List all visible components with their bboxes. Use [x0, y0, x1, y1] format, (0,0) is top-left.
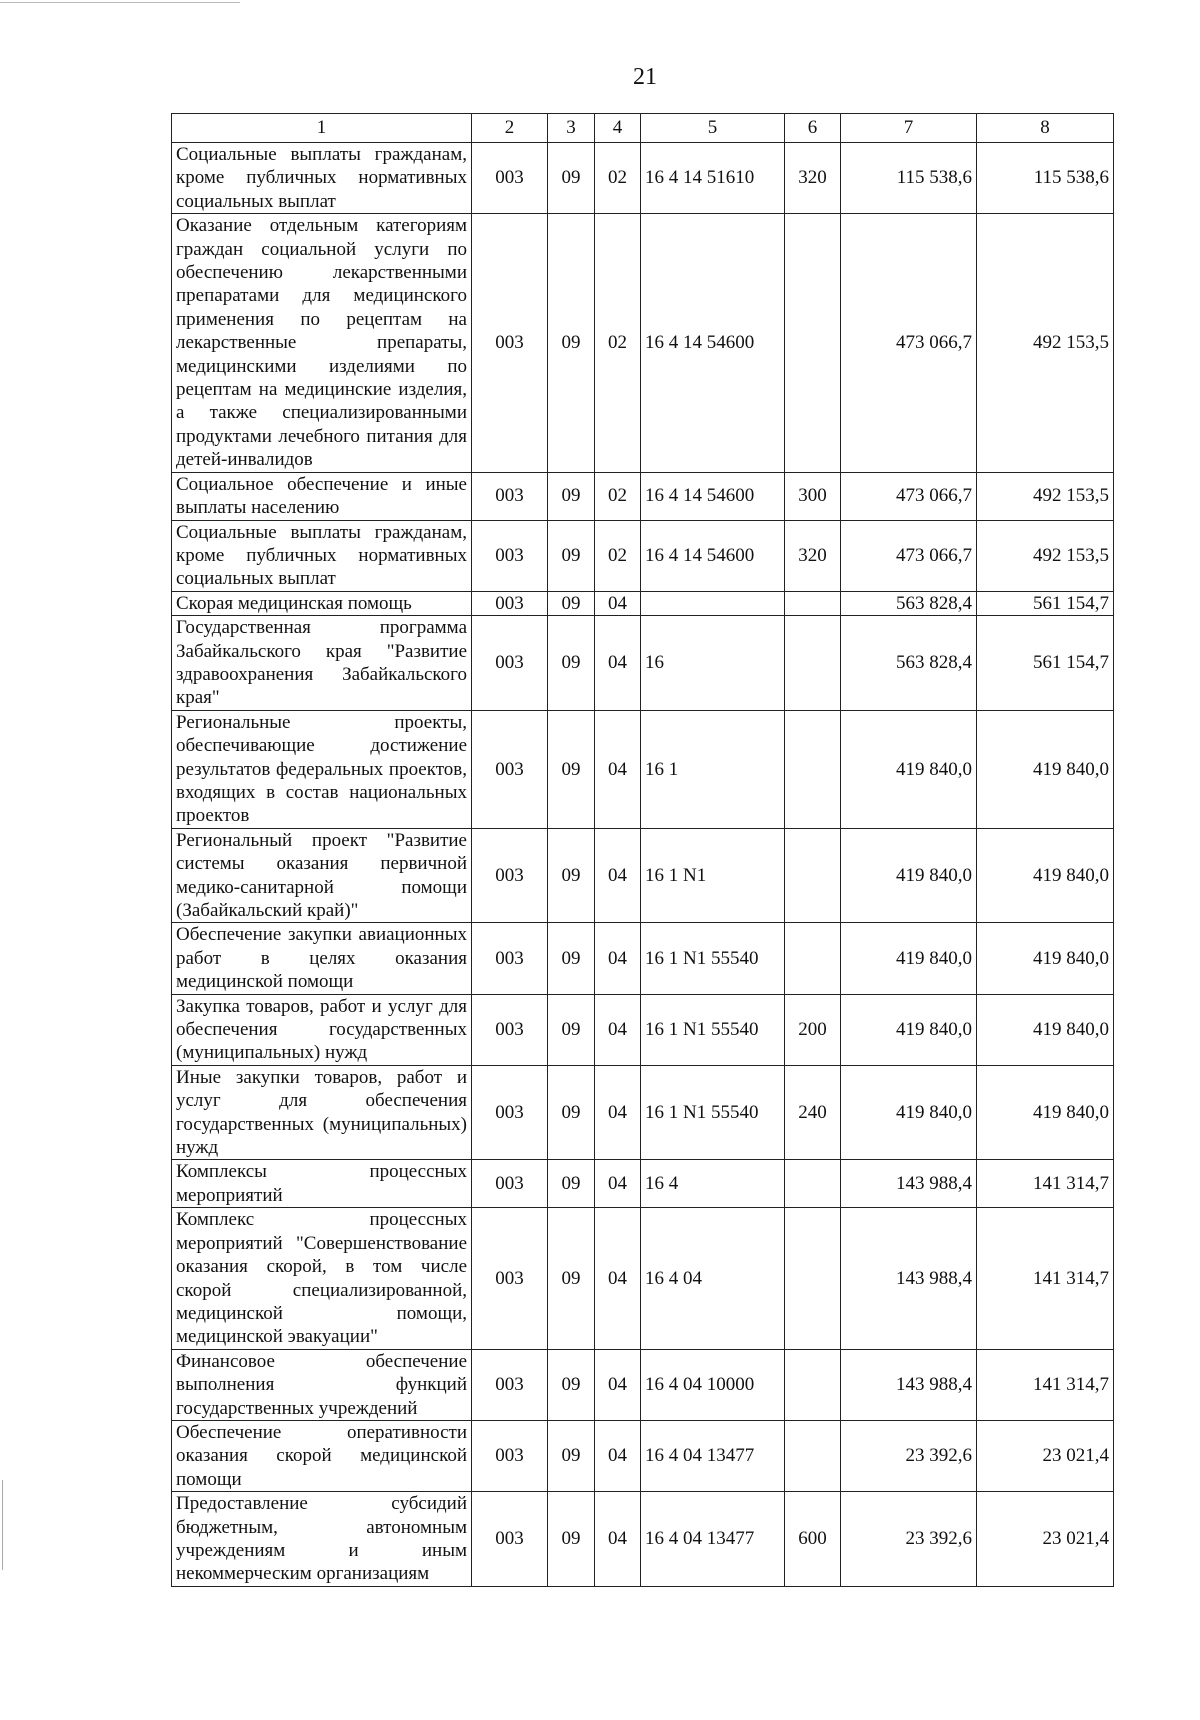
page-number: 21 [633, 64, 657, 90]
expense-type-cell [785, 1349, 841, 1420]
admin-code-cell: 003 [472, 923, 548, 994]
amount-year2-cell: 23 021,4 [977, 1492, 1114, 1587]
table-row [172, 591, 1114, 615]
amount-year1-cell: 419 840,0 [841, 994, 977, 1065]
expense-type-cell [785, 923, 841, 994]
admin-code-cell: 003 [472, 828, 548, 923]
subsection-cell: 04 [595, 828, 641, 923]
amount-year1-cell: 473 066,7 [841, 214, 977, 472]
column-header: 3 [548, 114, 595, 143]
amount-year2-cell: 419 840,0 [977, 828, 1114, 923]
target-article-cell: 16 4 04 [641, 1208, 785, 1349]
target-article-cell: 16 4 14 54600 [641, 520, 785, 591]
admin-code-cell: 003 [472, 616, 548, 711]
amount-year2-cell: 492 153,5 [977, 520, 1114, 591]
row-name-cell: Финансовое обеспечение выполнения функций государственных учреждений [172, 1349, 472, 1420]
target-article-cell: 16 4 14 51610 [641, 143, 785, 214]
row-name-cell: Региональный проект "Развитие системы оказания первичной медико-санитарной помощи (Забайкальский край)" [172, 828, 472, 923]
amount-year1-cell: 143 988,4 [841, 1349, 977, 1420]
section-cell: 09 [548, 1160, 595, 1208]
expense-type-cell: 320 [785, 143, 841, 214]
table-row [172, 616, 1114, 711]
table-row [172, 1065, 1114, 1160]
column-header: 2 [472, 114, 548, 143]
row-name-cell: Региональные проекты, обеспечивающие достижение результатов федеральных проектов, входящих в состав национальных проектов [172, 710, 472, 828]
amount-year1-cell: 143 988,4 [841, 1160, 977, 1208]
expense-type-cell [785, 616, 841, 711]
amount-year1-cell: 563 828,4 [841, 591, 977, 615]
amount-year2-cell: 419 840,0 [977, 923, 1114, 994]
amount-year1-cell: 563 828,4 [841, 616, 977, 711]
expense-type-cell: 320 [785, 520, 841, 591]
expense-type-cell: 300 [785, 472, 841, 520]
row-name-cell: Иные закупки товаров, работ и услуг для обеспечения государственных (муниципальных) нужд [172, 1065, 472, 1160]
amount-year1-cell: 419 840,0 [841, 1065, 977, 1160]
subsection-cell: 04 [595, 710, 641, 828]
column-header: 7 [841, 114, 977, 143]
expense-type-cell [785, 214, 841, 472]
amount-year2-cell: 561 154,7 [977, 591, 1114, 615]
section-cell: 09 [548, 520, 595, 591]
amount-year2-cell: 492 153,5 [977, 472, 1114, 520]
section-cell: 09 [548, 1492, 595, 1587]
amount-year2-cell: 23 021,4 [977, 1420, 1114, 1491]
scan-artifact-top [0, 2, 240, 3]
admin-code-cell: 003 [472, 591, 548, 615]
admin-code-cell: 003 [472, 994, 548, 1065]
admin-code-cell: 003 [472, 520, 548, 591]
admin-code-cell: 003 [472, 143, 548, 214]
amount-year2-cell: 141 314,7 [977, 1208, 1114, 1349]
amount-year1-cell: 473 066,7 [841, 472, 977, 520]
admin-code-cell: 003 [472, 214, 548, 472]
target-article-cell: 16 4 04 13477 [641, 1492, 785, 1587]
section-cell: 09 [548, 591, 595, 615]
subsection-cell: 04 [595, 923, 641, 994]
admin-code-cell: 003 [472, 1208, 548, 1349]
expense-type-cell [785, 1420, 841, 1491]
row-name-cell: Социальные выплаты гражданам, кроме публичных нормативных социальных выплат [172, 143, 472, 214]
admin-code-cell: 003 [472, 1420, 548, 1491]
target-article-cell: 16 1 N1 55540 [641, 1065, 785, 1160]
subsection-cell: 04 [595, 994, 641, 1065]
column-header: 5 [641, 114, 785, 143]
amount-year2-cell: 419 840,0 [977, 1065, 1114, 1160]
subsection-cell: 02 [595, 143, 641, 214]
target-article-cell: 16 1 N1 55540 [641, 923, 785, 994]
subsection-cell: 04 [595, 591, 641, 615]
section-cell: 09 [548, 616, 595, 711]
row-name-cell: Обеспечение закупки авиационных работ в целях оказания медицинской помощи [172, 923, 472, 994]
subsection-cell: 04 [595, 616, 641, 711]
subsection-cell: 02 [595, 472, 641, 520]
subsection-cell: 04 [595, 1065, 641, 1160]
row-name-cell: Скорая медицинская помощь [172, 591, 472, 615]
row-name-cell: Комплекс процессных мероприятий "Совершенствование оказания скорой, в том числе скорой специализированной, медицинской помощи, медицинской эвакуации" [172, 1208, 472, 1349]
section-cell: 09 [548, 1349, 595, 1420]
section-cell: 09 [548, 214, 595, 472]
amount-year2-cell: 141 314,7 [977, 1160, 1114, 1208]
expense-type-cell [785, 1160, 841, 1208]
subsection-cell: 04 [595, 1349, 641, 1420]
subsection-cell: 04 [595, 1160, 641, 1208]
row-name-cell: Государственная программа Забайкальского края "Развитие здравоохранения Забайкальского края" [172, 616, 472, 711]
expense-type-cell: 600 [785, 1492, 841, 1587]
amount-year2-cell: 419 840,0 [977, 994, 1114, 1065]
amount-year2-cell: 115 538,6 [977, 143, 1114, 214]
column-header: 8 [977, 114, 1114, 143]
target-article-cell: 16 4 14 54600 [641, 472, 785, 520]
column-header: 1 [172, 114, 472, 143]
table-row [172, 710, 1114, 828]
amount-year2-cell: 492 153,5 [977, 214, 1114, 472]
amount-year1-cell: 419 840,0 [841, 828, 977, 923]
budget-table [171, 113, 1114, 1587]
admin-code-cell: 003 [472, 1160, 548, 1208]
target-article-cell: 16 4 [641, 1160, 785, 1208]
target-article-cell: 16 4 04 13477 [641, 1420, 785, 1491]
table-row [172, 994, 1114, 1065]
expense-type-cell [785, 710, 841, 828]
target-article-cell: 16 4 14 54600 [641, 214, 785, 472]
column-header: 4 [595, 114, 641, 143]
table-row [172, 520, 1114, 591]
row-name-cell: Обеспечение оперативности оказания скорой медицинской помощи [172, 1420, 472, 1491]
column-header: 6 [785, 114, 841, 143]
table-row [172, 1420, 1114, 1491]
subsection-cell: 04 [595, 1492, 641, 1587]
target-article-cell: 16 [641, 616, 785, 711]
row-name-cell: Социальное обеспечение и иные выплаты населению [172, 472, 472, 520]
expense-type-cell [785, 1208, 841, 1349]
amount-year1-cell: 143 988,4 [841, 1208, 977, 1349]
amount-year1-cell: 23 392,6 [841, 1492, 977, 1587]
section-cell: 09 [548, 710, 595, 828]
row-name-cell: Комплексы процессных мероприятий [172, 1160, 472, 1208]
amount-year2-cell: 561 154,7 [977, 616, 1114, 711]
table-row [172, 1492, 1114, 1587]
table-row [172, 143, 1114, 214]
amount-year1-cell: 419 840,0 [841, 923, 977, 994]
admin-code-cell: 003 [472, 1349, 548, 1420]
amount-year2-cell: 141 314,7 [977, 1349, 1114, 1420]
admin-code-cell: 003 [472, 472, 548, 520]
table-row [172, 472, 1114, 520]
row-name-cell: Предоставление субсидий бюджетным, автономным учреждениям и иным некоммерческим организациям [172, 1492, 472, 1587]
subsection-cell: 02 [595, 214, 641, 472]
target-article-cell: 16 1 N1 [641, 828, 785, 923]
section-cell: 09 [548, 143, 595, 214]
admin-code-cell: 003 [472, 710, 548, 828]
amount-year1-cell: 419 840,0 [841, 710, 977, 828]
target-article-cell: 16 1 N1 55540 [641, 994, 785, 1065]
target-article-cell: 16 4 04 10000 [641, 1349, 785, 1420]
expense-type-cell [785, 591, 841, 615]
admin-code-cell: 003 [472, 1065, 548, 1160]
amount-year1-cell: 115 538,6 [841, 143, 977, 214]
table-row [172, 923, 1114, 994]
row-name-cell: Закупка товаров, работ и услуг для обеспечения государственных (муниципальных) нужд [172, 994, 472, 1065]
scan-artifact-left [2, 1480, 3, 1570]
section-cell: 09 [548, 472, 595, 520]
subsection-cell: 02 [595, 520, 641, 591]
subsection-cell: 04 [595, 1208, 641, 1349]
section-cell: 09 [548, 1420, 595, 1491]
table-row [172, 214, 1114, 472]
target-article-cell: 16 1 [641, 710, 785, 828]
expense-type-cell: 240 [785, 1065, 841, 1160]
section-cell: 09 [548, 1208, 595, 1349]
expense-type-cell [785, 828, 841, 923]
section-cell: 09 [548, 1065, 595, 1160]
table-row [172, 1349, 1114, 1420]
admin-code-cell: 003 [472, 1492, 548, 1587]
row-name-cell: Социальные выплаты гражданам, кроме публичных нормативных социальных выплат [172, 520, 472, 591]
table-row [172, 1160, 1114, 1208]
table-row [172, 1208, 1114, 1349]
row-name-cell: Оказание отдельным категориям граждан социальной услуги по обеспечению лекарственными препаратами для медицинского применения по рецептам на лекарственные препараты, медицинскими изделиями по рецептам на медицинские изделия, а также специализированными продуктами лечебного питания для детей-инвалидов [172, 214, 472, 472]
amount-year1-cell: 473 066,7 [841, 520, 977, 591]
amount-year1-cell: 23 392,6 [841, 1420, 977, 1491]
amount-year2-cell: 419 840,0 [977, 710, 1114, 828]
target-article-cell [641, 591, 785, 615]
section-cell: 09 [548, 828, 595, 923]
column-number-row [172, 114, 1114, 143]
table-row [172, 828, 1114, 923]
section-cell: 09 [548, 923, 595, 994]
subsection-cell: 04 [595, 1420, 641, 1491]
section-cell: 09 [548, 994, 595, 1065]
expense-type-cell: 200 [785, 994, 841, 1065]
